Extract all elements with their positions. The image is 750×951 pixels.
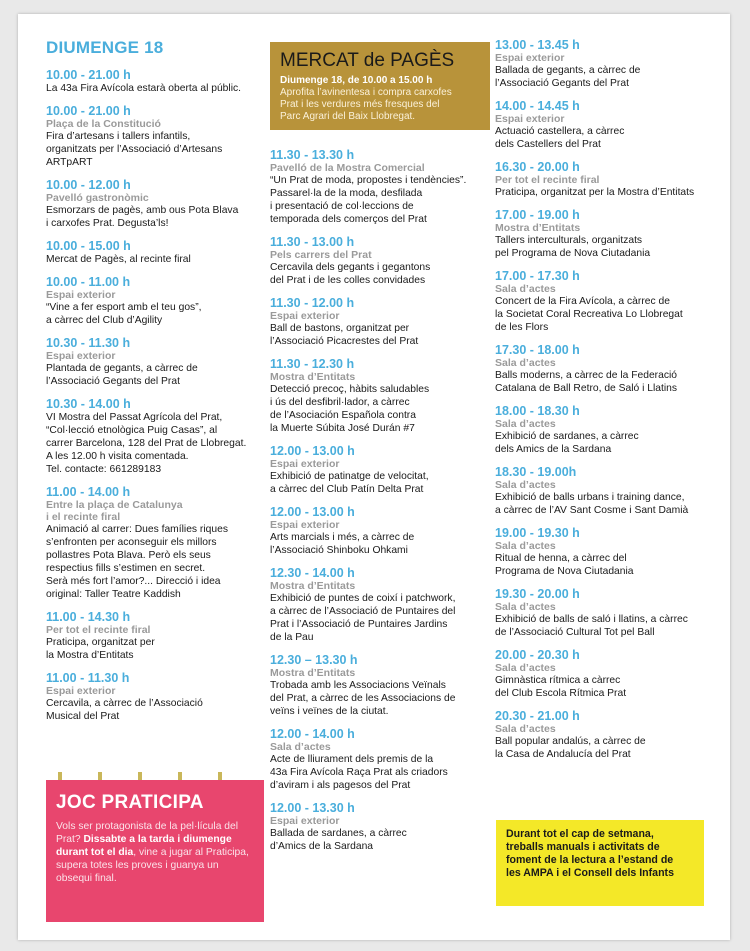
event-time: 17.00 - 17.30 h	[495, 269, 580, 283]
event-item	[270, 801, 490, 853]
event-list-right	[495, 38, 715, 761]
event-item	[270, 148, 490, 226]
joc-title: JOC PRATICIPA	[56, 792, 204, 813]
event-place: Espai exterior	[495, 113, 565, 125]
event-time: 18.30 - 19.00h	[495, 465, 577, 479]
event-time: 11.00 - 14.00 h	[46, 485, 131, 499]
event-place: Mostra d’Entitats	[270, 371, 356, 383]
event-description: Esmorzars de pagès, amb ous Pota Blava i carxofes Prat. Degusta’ls!	[46, 205, 239, 229]
event-time: 10.00 - 21.00 h	[46, 104, 131, 118]
event-list-middle	[270, 148, 490, 853]
event-description: Tallers interculturals, organitzats pel Programa de Nova Ciutadania	[495, 235, 651, 259]
event-item	[495, 587, 715, 639]
event-description: “Vine a fer esport amb el teu gos”, a càrrec del Club d’Agility	[46, 302, 202, 326]
event-time: 10.00 - 12.00 h	[46, 178, 131, 192]
event-time: 19.00 - 19.30 h	[495, 526, 580, 540]
ampa-notice-box	[496, 820, 704, 906]
event-description: Exhibició de balls de saló i llatins, a càrrec de l’Associació Cultural Tot pel Ball	[495, 614, 688, 638]
event-place: Sala d’actes	[495, 418, 556, 430]
event-item	[270, 505, 490, 557]
event-place: Mostra d’Entitats	[495, 222, 581, 234]
event-time: 11.30 - 12.00 h	[270, 296, 355, 310]
event-item	[495, 709, 715, 761]
event-item	[46, 336, 261, 388]
event-description: Ball de bastons, organitzat per l’Associació Picacrestes del Prat	[270, 323, 419, 347]
joc-text-a: Vols ser protagonista de la pel·lícula del Prat?	[56, 821, 239, 845]
joc-text-c: , vine a jugar al Praticipa, supera totes les proves i guanya un obsequi final.	[56, 847, 249, 884]
event-place: Pavelló gastronòmic	[46, 192, 149, 204]
column-left	[46, 38, 261, 732]
event-description: Detecció precoç, hàbits saludables i ús del desfibril·lador, a càrrec de l’Asociación Española contra la Muerte Súbita José Durán #7	[270, 384, 430, 434]
event-description: Ball popular andalús, a càrrec de la Casa de Andalucía del Prat	[495, 736, 646, 760]
event-description: VI Mostra del Passat Agrícola del Prat, “Col·lecció etnològica Puig Casas”, al carrer Barcelona, 128 del Prat de Llobregat. A les 12.00 h visita comentada. Tel. contacte: 661289183	[46, 412, 247, 475]
day-heading: DIUMENGE 18	[46, 38, 164, 57]
event-item	[495, 526, 715, 578]
event-item	[270, 444, 490, 496]
event-item	[46, 275, 261, 327]
event-place: Mostra d’Entitats	[270, 580, 356, 592]
event-item	[270, 653, 490, 718]
event-description: Exhibició de balls urbans i training dance, a càrrec de l’AV Sant Cosme i Sant Damià	[495, 492, 689, 516]
event-time: 20.30 - 21.00 h	[495, 709, 580, 723]
event-item	[495, 38, 715, 90]
event-time: 12.30 – 13.30 h	[270, 653, 358, 667]
event-item	[46, 178, 261, 230]
event-item	[46, 68, 261, 95]
event-item	[495, 269, 715, 334]
event-description: La 43a Fira Avícola estarà oberta al públic.	[46, 83, 241, 94]
event-place: Espai exterior	[270, 310, 340, 322]
event-place: Espai exterior	[270, 815, 340, 827]
event-description: Gimnàstica rítmica a càrrec del Club Escola Rítmica Prat	[495, 675, 627, 699]
event-description: Exhibició de puntes de coixí i patchwork, a càrrec de l’Associació de Puntaires del Prat i l’Associació de Puntaires Jardins de la Pau	[270, 593, 456, 643]
event-description: Trobada amb les Associacions Veïnals del Prat, a càrrec de les Associacions de veïns i veïnes de la ciutat.	[270, 680, 456, 717]
event-description: “Un Prat de moda, propostes i tendències”. Passarel·la de la moda, desfilada i presentació de col·leccions de temporada dels comerços del Prat	[270, 175, 467, 225]
event-item	[46, 104, 261, 169]
event-place: Entre la plaça de Catalunya i el recinte firal	[46, 499, 183, 523]
event-description: Fira d’artesans i tallers infantils, organitzats per l’Associació d’Artesans ARTpART	[46, 131, 223, 168]
event-time: 10.00 - 15.00 h	[46, 239, 131, 253]
mercat-box	[270, 42, 490, 130]
event-item	[495, 99, 715, 151]
event-item	[495, 648, 715, 700]
event-item	[270, 235, 490, 287]
event-description: Plantada de gegants, a càrrec de l’Associació Gegants del Prat	[46, 363, 198, 387]
event-time: 17.30 - 18.00 h	[495, 343, 580, 357]
event-place: Espai exterior	[46, 350, 116, 362]
event-place: Sala d’actes	[495, 283, 556, 295]
event-description: Balls moderns, a càrrec de la Federació Catalana de Ball Retro, de Saló i Llatins	[495, 370, 678, 394]
event-place: Pels carrers del Prat	[270, 249, 372, 261]
event-item	[270, 296, 490, 348]
event-time: 12.00 - 13.00 h	[270, 505, 355, 519]
joc-text-highlight: Dissabte a la tarda i diumenge durant tot el dia	[56, 834, 232, 858]
event-time: 12.00 - 13.30 h	[270, 801, 355, 815]
program-page	[18, 14, 730, 940]
event-item	[495, 160, 715, 199]
event-time: 20.00 - 20.30 h	[495, 648, 580, 662]
joc-praticipa-box	[46, 780, 264, 922]
event-place: Plaça de la Constitució	[46, 118, 161, 130]
event-item	[46, 239, 261, 266]
event-time: 16.30 - 20.00 h	[495, 160, 580, 174]
event-place: Sala d’actes	[495, 357, 556, 369]
event-place: Sala d’actes	[270, 741, 331, 753]
event-description: Animació al carrer: Dues famílies riques s’enfronten per aconseguir els millors pollastres Pota Blava. Però els seus respectius fills s’estimen en secret. Serà més fort l’amor?... Direcció i idea original: Taller Teatre Kaddish	[46, 524, 228, 600]
event-description: Exhibició de sardanes, a càrrec dels Amics de la Sardana	[495, 431, 639, 455]
event-place: Espai exterior	[270, 458, 340, 470]
mercat-title: MERCAT de PAGÈS	[280, 50, 455, 71]
event-time: 18.00 - 18.30 h	[495, 404, 580, 418]
event-item	[46, 610, 261, 662]
event-item	[495, 404, 715, 456]
event-time: 12.00 - 14.00 h	[270, 727, 355, 741]
event-time: 19.30 - 20.00 h	[495, 587, 580, 601]
event-description: Arts marcials i més, a càrrec de l’Associació Shinboku Ohkami	[270, 532, 415, 556]
column-middle	[270, 42, 490, 862]
event-place: Espai exterior	[46, 289, 116, 301]
event-item	[495, 465, 715, 517]
event-place: Sala d’actes	[495, 662, 556, 674]
event-description: Mercat de Pagès, al recinte firal	[46, 254, 191, 265]
mercat-subtitle: Diumenge 18, de 10.00 a 15.00 h	[280, 75, 433, 86]
event-time: 17.00 - 19.00 h	[495, 208, 580, 222]
event-item	[46, 485, 261, 601]
event-place: Espai exterior	[495, 52, 565, 64]
event-time: 10.30 - 11.30 h	[46, 336, 131, 350]
event-item	[46, 671, 261, 723]
event-item	[270, 566, 490, 644]
column-right	[495, 38, 715, 770]
event-item	[495, 208, 715, 260]
event-place: Sala d’actes	[495, 479, 556, 491]
event-place: Sala d’actes	[495, 601, 556, 613]
event-time: 14.00 - 14.45 h	[495, 99, 580, 113]
event-description: Cercavila, a càrrec de l’Associació Musical del Prat	[46, 698, 203, 722]
event-time: 10.30 - 14.00 h	[46, 397, 131, 411]
event-description: Ritual de henna, a càrrec del Programa de Nova Ciutadania	[495, 553, 634, 577]
event-time: 11.30 - 13.30 h	[270, 148, 355, 162]
event-item	[495, 343, 715, 395]
event-place: Sala d’actes	[495, 723, 556, 735]
event-time: 12.30 - 14.00 h	[270, 566, 355, 580]
event-description: Acte de lliurament dels premis de la 43a Fira Avícola Raça Prat als criadors d’aviram i als pagesos del Prat	[270, 754, 448, 791]
event-description: Concert de la Fira Avícola, a càrrec de la Societat Coral Recreativa Lo Llobregat de les Flors	[495, 296, 683, 333]
event-time: 11.00 - 14.30 h	[46, 610, 131, 624]
event-place: Pavelló de la Mostra Comercial	[270, 162, 425, 174]
event-description: Ballada de gegants, a càrrec de l’Associació Gegants del Prat	[495, 65, 641, 89]
event-place: Per tot el recinte firal	[495, 174, 600, 186]
event-time: 11.30 - 12.30 h	[270, 357, 355, 371]
event-place: Mostra d’Entitats	[270, 667, 356, 679]
event-time: 11.00 - 11.30 h	[46, 671, 130, 685]
event-place: Sala d’actes	[495, 540, 556, 552]
event-description: Praticipa, organitzat per la Mostra d’Entitats	[495, 187, 695, 198]
event-description: Ballada de sardanes, a càrrec d’Amics de la Sardana	[270, 828, 407, 852]
event-place: Per tot el recinte firal	[46, 624, 151, 636]
event-time: 10.00 - 21.00 h	[46, 68, 131, 82]
event-list-left	[46, 68, 261, 723]
event-description: Exhibició de patinatge de velocitat, a càrrec del Club Patín Delta Prat	[270, 471, 429, 495]
event-item	[270, 357, 490, 435]
event-description: Actuació castellera, a càrrec dels Castellers del Prat	[495, 126, 625, 150]
event-time: 13.00 - 13.45 h	[495, 38, 580, 52]
event-description: Cercavila dels gegants i gegantons del Prat i de les colles convidades	[270, 262, 431, 286]
event-item	[46, 397, 261, 476]
joc-description	[56, 820, 254, 885]
event-place: Espai exterior	[46, 685, 116, 697]
event-time: 10.00 - 11.00 h	[46, 275, 131, 289]
event-place: Espai exterior	[270, 519, 340, 531]
ampa-notice-text: Durant tot el cap de setmana, treballs manuals i activitats de foment de la lectura a l’estand de les AMPA i el Consell dels Infants	[506, 828, 674, 879]
event-item	[270, 727, 490, 792]
event-description: Praticipa, organitzat per la Mostra d’Entitats	[46, 637, 155, 661]
event-time: 12.00 - 13.00 h	[270, 444, 355, 458]
mercat-description: Aprofita l’avinentesa i compra carxofes Prat i les verdures més fresques del Parc Agrari del Baix Llobregat.	[280, 87, 452, 122]
event-time: 11.30 - 13.00 h	[270, 235, 355, 249]
